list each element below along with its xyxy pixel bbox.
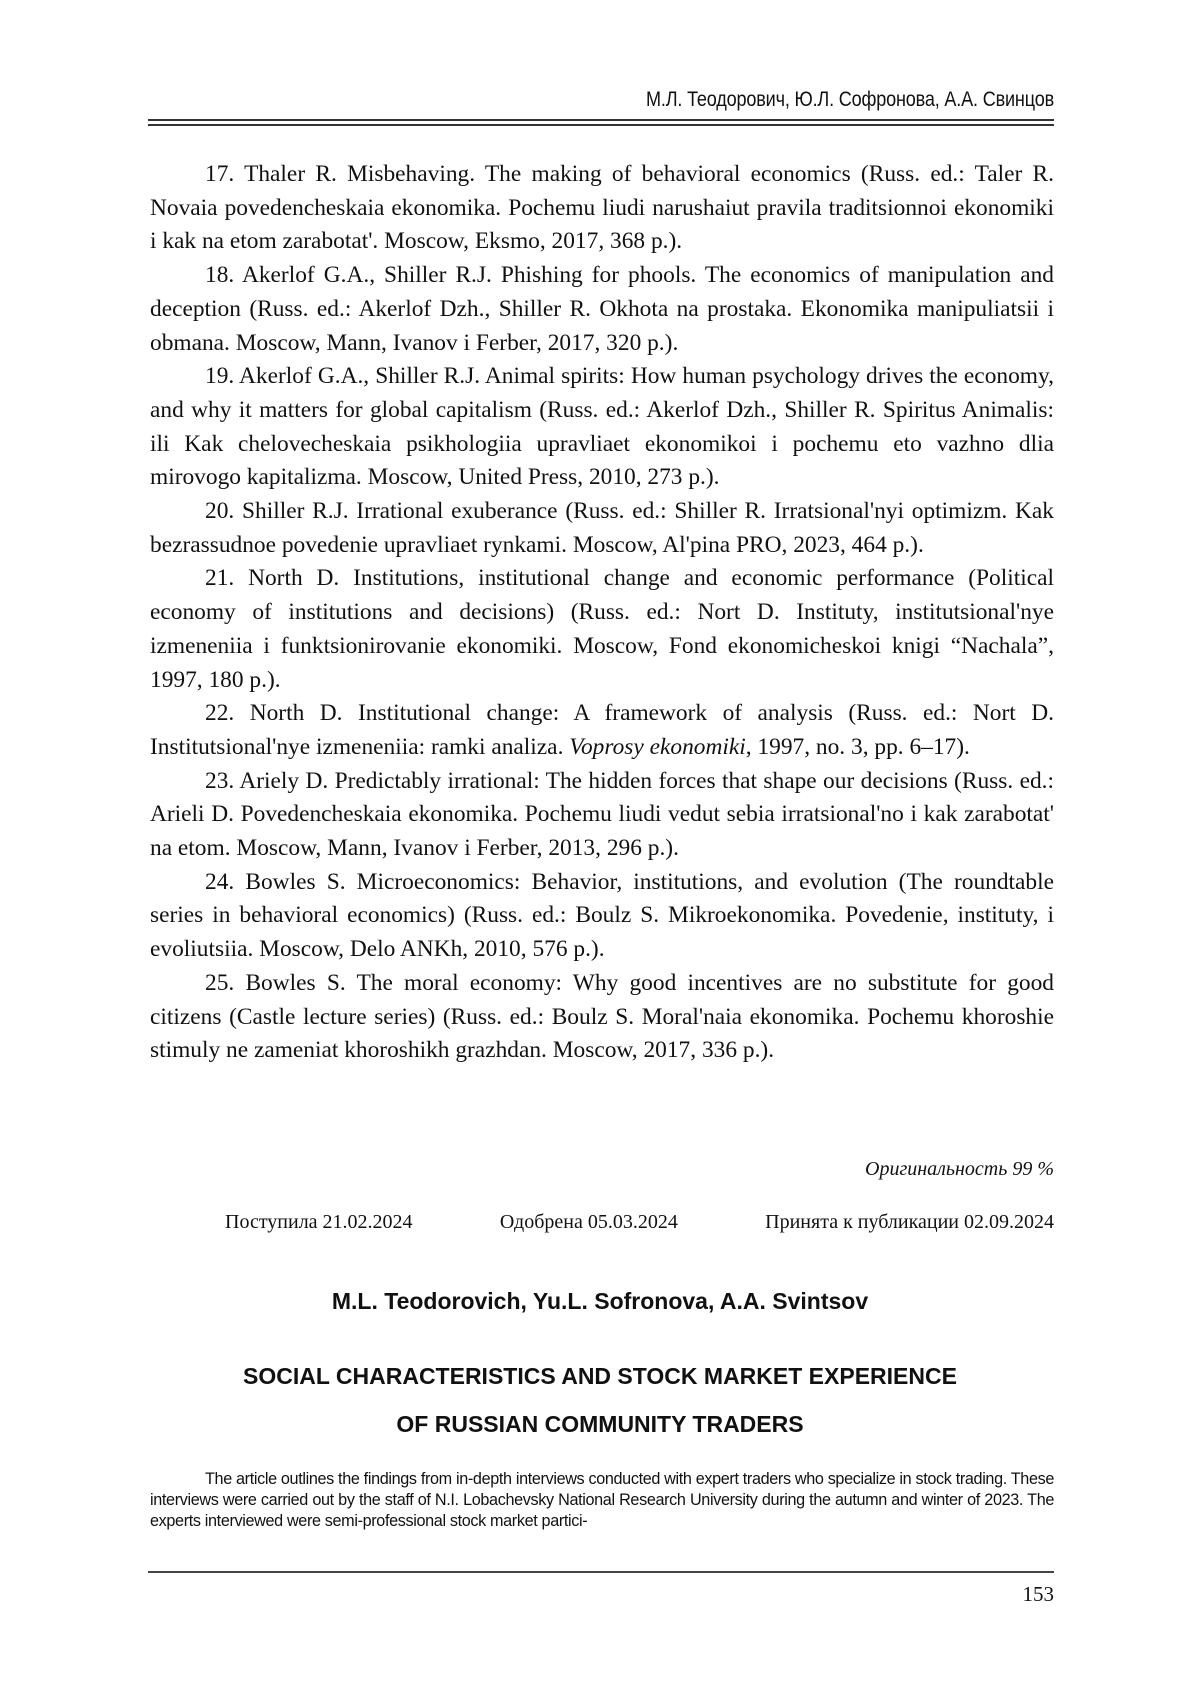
reference-item: 19. Akerlof G.A., Shiller R.J. Animal spirits: How human psychology drives the economy, and why it matters for global capitalism (Russ. ed.: Akerlof Dzh., Shiller R. Spiritus Animalis: ili Kak chelovecheskaia psikhologiia upravliaet ekonomikoi i pochemu eto vazhno dlia mirovogo kapitalizma. Moscow, United Press, 2010, 273 p.). <box>150 360 1054 495</box>
originality-note: Оригинальность 99 % <box>865 1158 1054 1181</box>
journal-title: Voprosy ekonomiki <box>569 734 745 760</box>
article-authors: M.L. Teodorovich, Yu.L. Sofronova, A.A. Svintsov <box>0 1288 1200 1315</box>
article-title <box>0 1352 1200 1448</box>
title-line: SOCIAL CHARACTERISTICS AND STOCK MARKET EXPERIENCE <box>0 1352 1200 1400</box>
reference-item: 23. Ariely D. Predictably irrational: The hidden forces that shape our decisions (Russ. ed.: Arieli D. Povedencheskaia ekonomika. Pochemu liudi vedut sebia irratsional'no i kak zarabotat' na etom. Moscow, Mann, Ivanov i Ferber, 2013, 296 p.). <box>150 765 1054 866</box>
header-divider <box>148 119 1054 126</box>
publication-dates <box>225 1211 1054 1234</box>
reference-item: 21. North D. Institutions, institutional change and economic performance (Political economy of institutions and decisions) (Russ. ed.: Nort D. Instituty, institutsional'nye izmeneniia i funktsionirovanie ekonomiki. Moscow, Fond ekonomicheskoi knigi “Nachala”, 1997, 180 p.). <box>150 562 1054 697</box>
reference-item: 17. Thaler R. Misbehaving. The making of behavioral economics (Russ. ed.: Taler R. Novaia povedencheskaia ekonomika. Pochemu liudi narushaiut pravila traditsionnoi ekonomiki i kak na etom zarabotat'. Moscow, Eksmo, 2017, 368 p.). <box>150 158 1054 259</box>
reference-item <box>150 697 1054 764</box>
reference-item: 20. Shiller R.J. Irrational exuberance (Russ. ed.: Shiller R. Irratsional'nyi optimizm. Kak bezrassudnoe povedenie upravliaet rynkami. Moscow, Al'pina PRO, 2023, 464 p.). <box>150 495 1054 562</box>
reference-text: , 1997, no. 3, pp. 6–17). <box>746 734 970 760</box>
reference-item: 25. Bowles S. The moral economy: Why good incentives are no substitute for good citizens (Castle lecture series) (Russ. ed.: Boulz S. Moral'naia ekonomika. Pochemu khoroshie stimuly ne zameniat khoroshikh grazhdan. Moscow, 2017, 336 p.). <box>150 967 1054 1068</box>
page-number: 153 <box>1023 1582 1055 1607</box>
reference-list <box>150 158 1054 1068</box>
reference-item: 18. Akerlof G.A., Shiller R.J. Phishing for phools. The economics of manipulation and deception (Russ. ed.: Akerlof Dzh., Shiller R. Okhota na prostaka. Ekonomika manipuliatsii i obmana. Moscow, Mann, Ivanov i Ferber, 2017, 320 p.). <box>150 259 1054 360</box>
approved-date: Одобрена 05.03.2024 <box>500 1211 678 1234</box>
reference-item: 24. Bowles S. Microeconomics: Behavior, institutions, and evolution (The roundtable series in behavioral economics) (Russ. ed.: Boulz S. Mikroekonomika. Povedenie, instituty, i evoliutsiia. Moscow, Delo ANKh, 2010, 576 p.). <box>150 866 1054 967</box>
reference-text: 22. North D. Institutional change: A framework of analysis (Russ. ed.: Nort D. Institutsional'nye izmeneniia: ramki analiza. <box>150 700 1054 760</box>
abstract: The article outlines the findings from in-depth interviews conducted with expert traders who specialize in stock trading. These interviews were carried out by the staff of N.I. Lobachevsky National Research University during the autumn and winter of 2023. The experts interviewed were semi-professional stock market partici- <box>150 1469 1054 1532</box>
accepted-date: Принята к публикации 02.09.2024 <box>765 1211 1054 1234</box>
title-line: OF RUSSIAN COMMUNITY TRADERS <box>0 1400 1200 1448</box>
footer-divider <box>148 1571 1054 1573</box>
received-date: Поступила 21.02.2024 <box>225 1211 413 1234</box>
running-header: М.Л. Теодорович, Ю.Л. Софронова, А.А. Свинцов <box>277 88 1054 112</box>
